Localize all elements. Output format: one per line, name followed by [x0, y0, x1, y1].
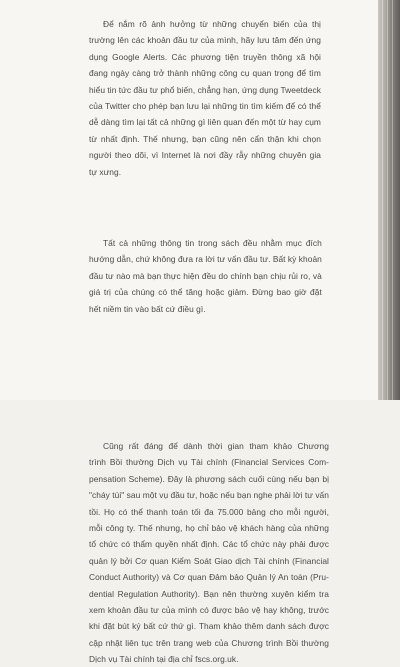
text-line: xem khoản đầu tư của mình có được bảo vệ hay không, trước: [89, 604, 329, 615]
text-line: "cháy túi" sau một vụ đầu tư, hoặc nếu bạn nghe phải lời tư vấn: [89, 490, 329, 501]
text-line: đang ngày càng trở thành những công cụ quan trọng để tìm: [89, 68, 321, 79]
text-line: trình Bồi thường Dịch vụ Tài chính (Financial Services Com-: [89, 457, 329, 468]
text-line: dential Regulation Authority). Bạn nên thường xuyên kiểm tra: [89, 588, 329, 599]
text-line: hết niềm tin vào bất cứ điều gì.: [89, 303, 206, 314]
text-line: Cũng rất đáng để dành thời gian tham khảo Chương: [103, 441, 329, 451]
text-line: Tất cả những thông tin trong sách đều nhằm mục đích: [103, 238, 322, 248]
text-line: Để nắm rõ ảnh hưởng từ những chuyển biến của thị: [103, 19, 321, 29]
text-line: dễ dàng tìm lại tất cả những gì liên quan đến một từ hay cụm: [89, 117, 321, 128]
text-line: người theo dõi, vì Internet là nơi đầy rẫy những chuyên gia: [89, 150, 321, 161]
text-line: dụng Google Alerts. Các phương tiện truyền thông xã hội: [89, 51, 321, 62]
edge-line: [392, 0, 393, 400]
text-line: tổ chức có thẩm quyền nhất định. Các tổ chức này phải được: [89, 539, 329, 550]
paragraph-market-alerts: [89, 16, 321, 180]
text-line: giá trị của chúng có thể tăng hoặc giảm. Đừng bao giờ đặt: [89, 287, 322, 298]
text-line: pensation Scheme). Đây là phương sách cuối cùng nếu bạn bị: [89, 473, 329, 484]
text-line: mỗi công ty. Thế nhưng, họ chỉ bảo vệ khách hàng của những: [89, 522, 329, 533]
text-line: quản lý bởi Cơ quan Kiểm Soát Giao dịch Tài chính (Financial: [89, 555, 329, 566]
text-line: hiểu tin tức đầu tư phổ biến, chẳng hạn, ứng dụng Tweetdeck: [89, 84, 321, 95]
edge-line: [387, 0, 388, 400]
paragraph-compensation-scheme: [89, 438, 329, 667]
text-line: tự xưng.: [89, 166, 122, 177]
text-line: cập nhật liên tục trên trang web của Chương trình Bồi thường: [89, 637, 329, 648]
paragraph-disclaimer: [89, 235, 322, 317]
text-line: đầu tư nào mà bạn thực hiện đều do chính bạn chịu rủi ro, và: [89, 270, 322, 281]
text-line: Dịch vụ Tài chính tại địa chỉ fscs.org.uk.: [89, 654, 239, 665]
text-line: khi đặt bút ký bất cứ thứ gì. Tham khảo thêm danh sách được: [89, 621, 329, 632]
page-edge: [378, 0, 400, 400]
text-line: của Twitter cho phép bạn lưu lại những tin tìm kiếm để có thể: [89, 100, 321, 111]
text-line: tồi. Họ có thể thanh toán tối đa 75.000 bảng cho mỗi người,: [89, 506, 329, 517]
text-line: Conduct Authority) và Cơ quan Đảm bảo Quản lý An toàn (Pru-: [89, 572, 329, 583]
edge-line: [382, 0, 383, 400]
text-line: từ nhất định. Thế nhưng, bạn cũng nên cẩn thận khi chọn: [89, 133, 321, 144]
text-line: hướng dẫn, chứ không đưa ra lời tư vấn đầu tư. Bất kỳ khoản: [89, 254, 322, 265]
text-line: trường lên các khoản đầu tư của mình, hãy lưu tâm đến ứng: [89, 35, 321, 46]
